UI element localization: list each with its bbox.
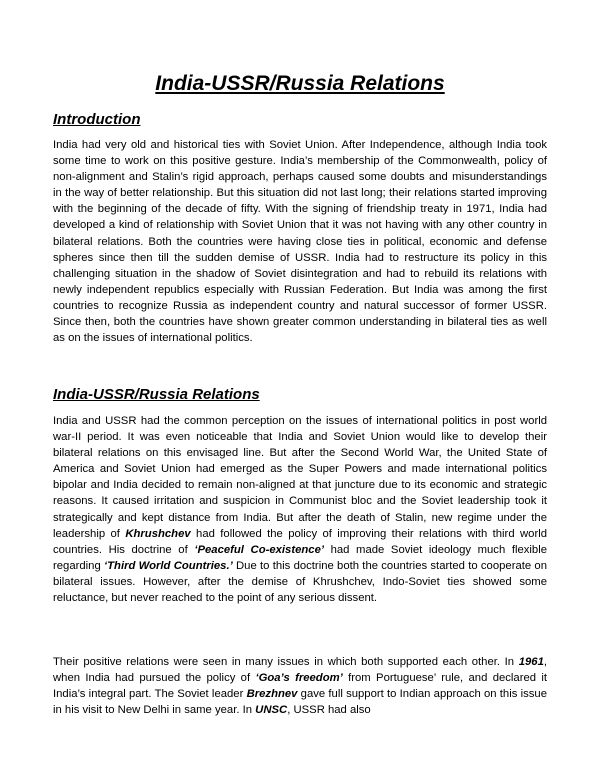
section-heading-relations: India-USSR/Russia Relations: [53, 386, 260, 403]
emphasis-1961: 1961: [518, 656, 544, 668]
text-run: Due to this doctrine both the countries started to cooperate on bilateral issues. However, after the demise of Khrushchev, Indo-Soviet ties showed some reluctance, but never reached to the point of any serious dissent.: [53, 559, 547, 605]
text-run: gave full support to Indian approach on this issue in his visit to New Delhi in same year. In: [53, 688, 547, 717]
section-heading-introduction: Introduction: [53, 111, 141, 128]
text-run: had followed the policy of improving their relations with third world countries. His doctrine of: [53, 527, 547, 556]
text-run: , USSR had also: [287, 704, 371, 717]
page-title: India-USSR/Russia Relations: [155, 72, 445, 95]
emphasis-third-world: ‘Third World Countries.’: [104, 559, 233, 572]
text-run: had made Soviet ideology much flexible regarding: [53, 543, 547, 572]
emphasis-unsc: UNSC: [255, 704, 288, 717]
emphasis-goas-freedom: ‘Goa’s freedom’: [255, 672, 343, 685]
emphasis-brezhnev: Brezhnev: [246, 688, 298, 701]
text-run: India and USSR had the common perception on the issues of international politics in post world war-II period. It was even noticeable that India and Soviet Union would like to develop their bilateral relations on this envisaged line. But after the Second World War, the United State of America and Soviet Union had emerged as the Super Powers and made international politics bipolar and India decided to remain non-aligned at that juncture due to its economic and strategic reasons. It caused irritation and suspicion in Communist bloc and the Soviet leadership took it strategically and kept distance from India. But after the death of Stalin, new regime under the leadership of: [53, 415, 547, 540]
text-run: , when India had pursued the policy of: [53, 656, 547, 685]
emphasis-peaceful-coexistence: ‘Peaceful Co-existence’: [194, 543, 324, 556]
text-run: Their positive relations were seen in many issues in which both supported each other. In: [53, 656, 519, 668]
emphasis-khrushchev: Khrushchev: [125, 527, 191, 540]
relations-paragraph-2: [53, 654, 547, 718]
text-run: from Portuguese’ rule, and declared it India’s integral part. The Soviet leader: [53, 672, 547, 701]
relations-paragraph-1: [53, 413, 547, 606]
introduction-paragraph: India had very old and historical ties with Soviet Union. After Independence, although India took some time to work on this positive gesture. India’s membership of the Commonwealth, policy of non-alignment and Stalin’s rigid approach, perhaps caused some doubts and misunderstandings in the way of better relationship. But this situation did not last long; their relations started improving with the beginning of the decade of fifty. With the signing of friendship treaty in 1971, India had developed a kind of relationship with Soviet Union that it was not having with any other country in bilateral relations. Both the countries were having close ties in political, economic and defense spheres since then till the sudden demise of USSR. India had to restructure its policy in this challenging situation in the shadow of Soviet disintegration and had to rebuild its relations with newly independent republics especially with Russian Federation. But India was among the first countries to recognize Russia as independent country and natural successor of former USSR. Since then, both the countries have shown greater common understanding in bilateral ties as well as on the issues of international politics.: [53, 139, 547, 345]
